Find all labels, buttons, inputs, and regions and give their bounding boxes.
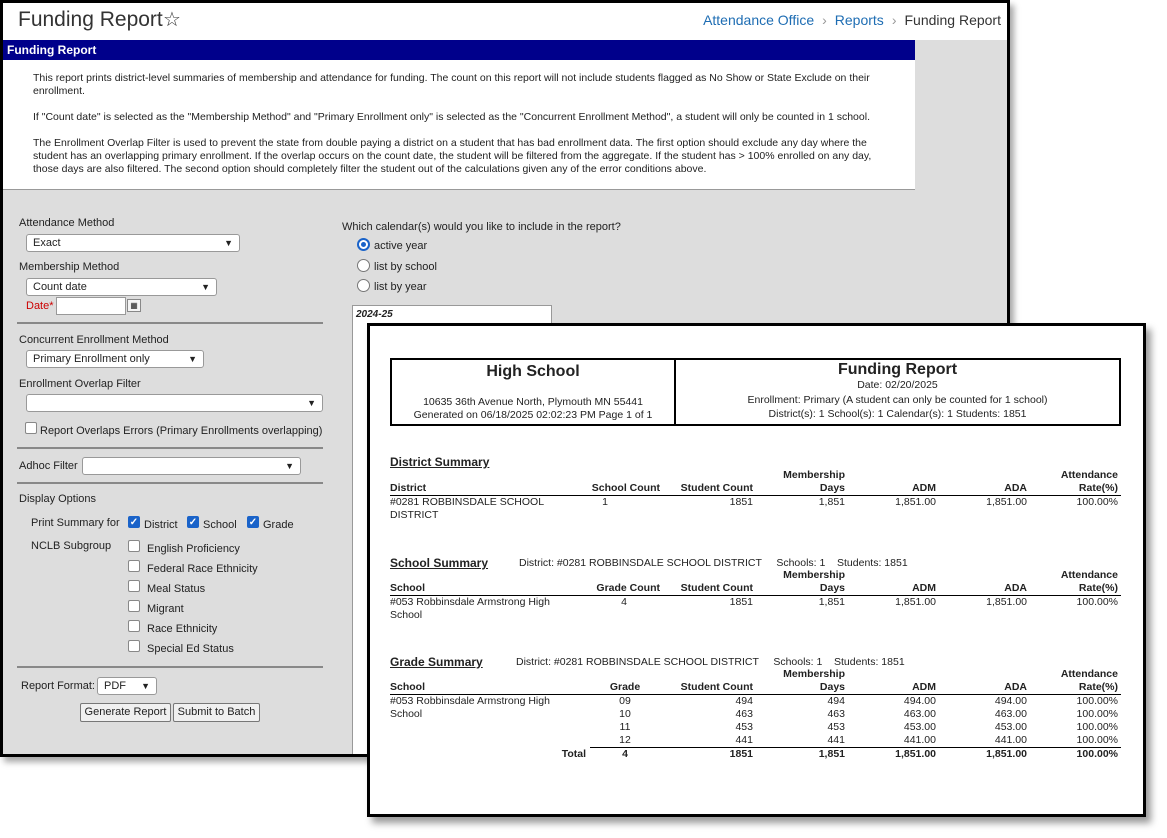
cell: 09	[619, 695, 631, 707]
cell: #053 Robbinsdale Armstrong High	[390, 596, 550, 608]
cell: School	[390, 708, 423, 720]
grade-summary-title: Grade Summary	[390, 655, 483, 669]
breadcrumb-attendance-office[interactable]: Attendance Office	[703, 12, 815, 28]
nclb-english-proficiency-checkbox[interactable]	[128, 540, 140, 552]
calendar-question: Which calendar(s) would you like to include in the report?	[342, 221, 621, 233]
nclb-migrant-checkbox[interactable]	[128, 600, 140, 612]
grade-summary	[390, 655, 1121, 765]
nclb-special-ed-checkbox[interactable]	[128, 640, 140, 652]
submit-to-batch-button[interactable]: Submit to Batch	[173, 703, 260, 722]
report-generated: Generated on 06/18/2025 02:02:23 PM Page 1 of 1	[413, 409, 653, 421]
nclb-subgroup-label: NCLB Subgroup	[31, 540, 112, 552]
cell: 441.00	[903, 734, 936, 746]
chevron-right-icon: ›	[822, 12, 827, 28]
report-title: Funding Report	[837, 361, 958, 378]
cell: 441	[827, 734, 845, 746]
col-header: ADA	[1004, 681, 1027, 693]
nclb-option-label: Special Ed Status	[147, 643, 234, 655]
display-options-label: Display Options	[19, 493, 97, 505]
total-cell: 100.00%	[1076, 748, 1118, 760]
divider	[17, 447, 323, 449]
col-header: District	[390, 482, 427, 494]
chevron-down-icon: ▼	[224, 238, 233, 248]
membership-method-label: Membership Method	[19, 261, 120, 273]
cell: 453.00	[903, 721, 936, 733]
cell: 463.00	[994, 708, 1027, 720]
col-header: Grade Count	[596, 582, 660, 594]
col-header: ADM	[912, 482, 936, 494]
funding-report-pdf	[367, 323, 1146, 817]
col-header: Attendance	[1060, 569, 1118, 581]
col-header: Grade	[609, 681, 641, 693]
grade-summary-subtitle: District: #0281 ROBBINSDALE SCHOOL DISTRICT Schools: 1 Students: 1851	[516, 656, 905, 668]
col-header: School	[390, 681, 426, 693]
calendar-icon[interactable]: ▦	[127, 299, 141, 312]
cell: 10	[619, 708, 631, 720]
col-header: Student Count	[680, 681, 753, 693]
total-label: Total	[561, 748, 586, 760]
nclb-federal-race-checkbox[interactable]	[128, 560, 140, 572]
concurrent-enrollment-select[interactable]: Primary Enrollment only ▼	[26, 350, 204, 368]
top-bar	[3, 3, 1007, 40]
report-overlaps-label: Report Overlaps Errors (Primary Enrollments overlapping)	[40, 425, 323, 437]
total-cell: 1,851.00	[895, 748, 936, 760]
cell: 11	[619, 721, 631, 733]
report-address: 10635 36th Avenue North, Plymouth MN 55441	[423, 396, 643, 408]
attendance-method-label: Attendance Method	[19, 217, 115, 229]
cell: 1,851.00	[895, 596, 936, 608]
cell: 1,851.00	[986, 496, 1027, 508]
col-header: ADM	[912, 582, 936, 594]
report-counts: District(s): 1 School(s): 1 Calendar(s): 1 Students: 1851	[768, 408, 1027, 420]
info-paragraph: If "Count date" is selected as the "Membership Method" and "Primary Enrollment only" is selected as the "Concurrent Enrollment Method", a student will only be counted in 1 school.	[33, 111, 870, 123]
cell: 100.00%	[1076, 734, 1118, 746]
nclb-option-label: Migrant	[147, 603, 184, 615]
report-format-label: Report Format:	[21, 680, 95, 692]
chevron-down-icon: ▼	[188, 354, 197, 364]
cell: 1	[602, 496, 608, 508]
calendar-option-label: list by school	[374, 261, 437, 273]
page-title: Funding Report	[18, 8, 163, 31]
adhoc-filter-label: Adhoc Filter	[19, 460, 78, 472]
cell: 1851	[729, 596, 753, 608]
nclb-option-label: English Proficiency	[147, 543, 240, 555]
district-summary	[390, 455, 1121, 530]
cell: 463	[827, 708, 845, 720]
col-header: Attendance	[1060, 668, 1118, 680]
divider	[17, 322, 323, 324]
total-cell: 4	[622, 748, 628, 760]
total-cell: 1851	[729, 748, 753, 760]
summary-grade-label: Grade	[263, 519, 294, 531]
info-text	[3, 60, 915, 190]
info-paragraph: The Enrollment Overlap Filter is used to prevent the state from double paying a district on a student that has bad enrollment data. The first option should exclude any day where the student has an overlapping primary enrollment. If the overlap occurs on the count date, the student will be filtered from the aggregate. If the student has > 100% enrolled on any day, those days are also filtered. The second option should completely filter the student out of the calculations given any of the error conditions above.	[33, 137, 872, 175]
info-paragraph: This report prints district-level summaries of membership and attendance for funding. The count on this report will not include students flagged as No Show or State Exclude on their enrollment.	[33, 72, 870, 97]
adhoc-filter-select[interactable]	[82, 457, 301, 475]
summary-school-checkbox[interactable]: ✓	[188, 517, 198, 528]
cell: 100.00%	[1076, 721, 1118, 733]
total-cell: 1,851	[818, 748, 845, 760]
calendar-year-item[interactable]: 2024-25	[356, 309, 393, 320]
school-summary-subtitle: District: #0281 ROBBINSDALE SCHOOL DISTRICT Schools: 1 Students: 1851	[519, 557, 908, 569]
enrollment-overlap-label: Enrollment Overlap Filter	[19, 378, 141, 390]
summary-district-label: District	[144, 519, 178, 531]
date-label: Date*	[26, 300, 54, 312]
cell: #0281 ROBBINSDALE SCHOOL	[390, 496, 545, 508]
school-summary	[390, 556, 1121, 626]
col-header: Student Count	[680, 482, 753, 494]
cell: School	[390, 609, 423, 621]
chevron-down-icon: ▼	[141, 681, 150, 691]
nclb-meal-status-checkbox[interactable]	[128, 580, 140, 592]
breadcrumb-current: Funding Report	[904, 12, 1001, 28]
report-overlaps-checkbox[interactable]	[25, 422, 37, 434]
col-header: School Count	[591, 482, 660, 494]
panel-header: Funding Report	[3, 40, 915, 60]
cell: 441	[735, 734, 753, 746]
calendar-list-by-year-radio[interactable]	[357, 279, 370, 292]
generate-report-button[interactable]: Generate Report	[80, 703, 171, 722]
chevron-right-icon: ›	[891, 12, 897, 28]
report-enrollment: Enrollment: Primary (A student can only be counted for 1 school)	[747, 394, 1048, 406]
breadcrumb	[703, 12, 1001, 28]
col-header: School	[390, 582, 426, 594]
summary-school-label: School	[203, 519, 237, 531]
cell: 494.00	[994, 695, 1027, 707]
print-summary-label: Print Summary for	[31, 517, 120, 529]
col-header: Rate(%)	[1078, 681, 1118, 693]
report-school-name: High School	[486, 363, 580, 380]
chevron-down-icon: ▼	[285, 461, 294, 471]
summary-district-checkbox[interactable]: ✓	[129, 517, 139, 528]
cell: 453	[827, 721, 845, 733]
col-header: Rate(%)	[1078, 482, 1118, 494]
col-header: Membership	[783, 469, 845, 481]
cell: 100.00%	[1076, 496, 1118, 508]
calendar-list-by-school-radio[interactable]	[357, 259, 370, 272]
cell: 453.00	[994, 721, 1027, 733]
nclb-option-label: Meal Status	[147, 583, 206, 595]
cell: 441.00	[994, 734, 1027, 746]
cell: 100.00%	[1076, 596, 1118, 608]
cell: 1,851.00	[986, 596, 1027, 608]
cell: 494	[735, 695, 753, 707]
membership-method-select[interactable]: Count date ▼	[26, 278, 217, 296]
cell: 1851	[729, 496, 753, 508]
col-header: Student Count	[680, 582, 753, 594]
col-header: Membership	[783, 569, 845, 581]
cell: 4	[621, 596, 627, 608]
cell: 1,851	[818, 496, 845, 508]
col-header: ADA	[1004, 582, 1027, 594]
col-header: Days	[819, 582, 845, 594]
cell: 463	[735, 708, 753, 720]
cell: 100.00%	[1076, 708, 1118, 720]
cell: 453	[735, 721, 753, 733]
chevron-down-icon: ▼	[201, 282, 210, 292]
report-header	[390, 358, 1121, 426]
col-header: Attendance	[1060, 469, 1118, 481]
nclb-race-ethnicity-checkbox[interactable]	[128, 620, 140, 632]
cell: 463.00	[903, 708, 936, 720]
cell: DISTRICT	[390, 509, 439, 521]
cell: #053 Robbinsdale Armstrong High	[390, 695, 550, 707]
summary-grade-checkbox[interactable]: ✓	[248, 517, 258, 528]
nclb-option-label: Federal Race Ethnicity	[147, 563, 258, 575]
calendar-active-year-radio[interactable]	[357, 238, 370, 251]
report-date: Date: 02/20/2025	[857, 379, 938, 391]
divider	[17, 666, 323, 668]
enrollment-overlap-select[interactable]	[26, 394, 323, 412]
calendar-option-label: active year	[374, 240, 428, 252]
col-header: Days	[819, 681, 845, 693]
calendar-option-label: list by year	[374, 281, 427, 293]
cell: 1,851	[818, 596, 845, 608]
col-header: Days	[819, 482, 845, 494]
attendance-method-select[interactable]: Exact ▼	[26, 234, 240, 252]
cell: 494.00	[903, 695, 936, 707]
cell: 12	[619, 734, 631, 746]
cell: 100.00%	[1076, 695, 1118, 707]
concurrent-enrollment-label: Concurrent Enrollment Method	[19, 334, 169, 346]
district-summary-title: District Summary	[390, 455, 490, 469]
cell: 1,851.00	[895, 496, 936, 508]
date-input[interactable]	[56, 297, 126, 315]
report-format-select[interactable]: PDF ▼	[97, 677, 157, 695]
breadcrumb-reports[interactable]: Reports	[834, 12, 884, 28]
cell: 494	[827, 695, 845, 707]
star-icon[interactable]: ☆	[163, 9, 181, 31]
divider	[17, 482, 323, 484]
chevron-down-icon: ▼	[307, 398, 316, 408]
col-header: ADA	[1004, 482, 1027, 494]
col-header: ADM	[912, 681, 936, 693]
total-cell: 1,851.00	[986, 748, 1027, 760]
school-summary-title: School Summary	[390, 556, 489, 570]
col-header: Rate(%)	[1078, 582, 1118, 594]
col-header: Membership	[783, 668, 845, 680]
nclb-option-label: Race Ethnicity	[147, 623, 218, 635]
